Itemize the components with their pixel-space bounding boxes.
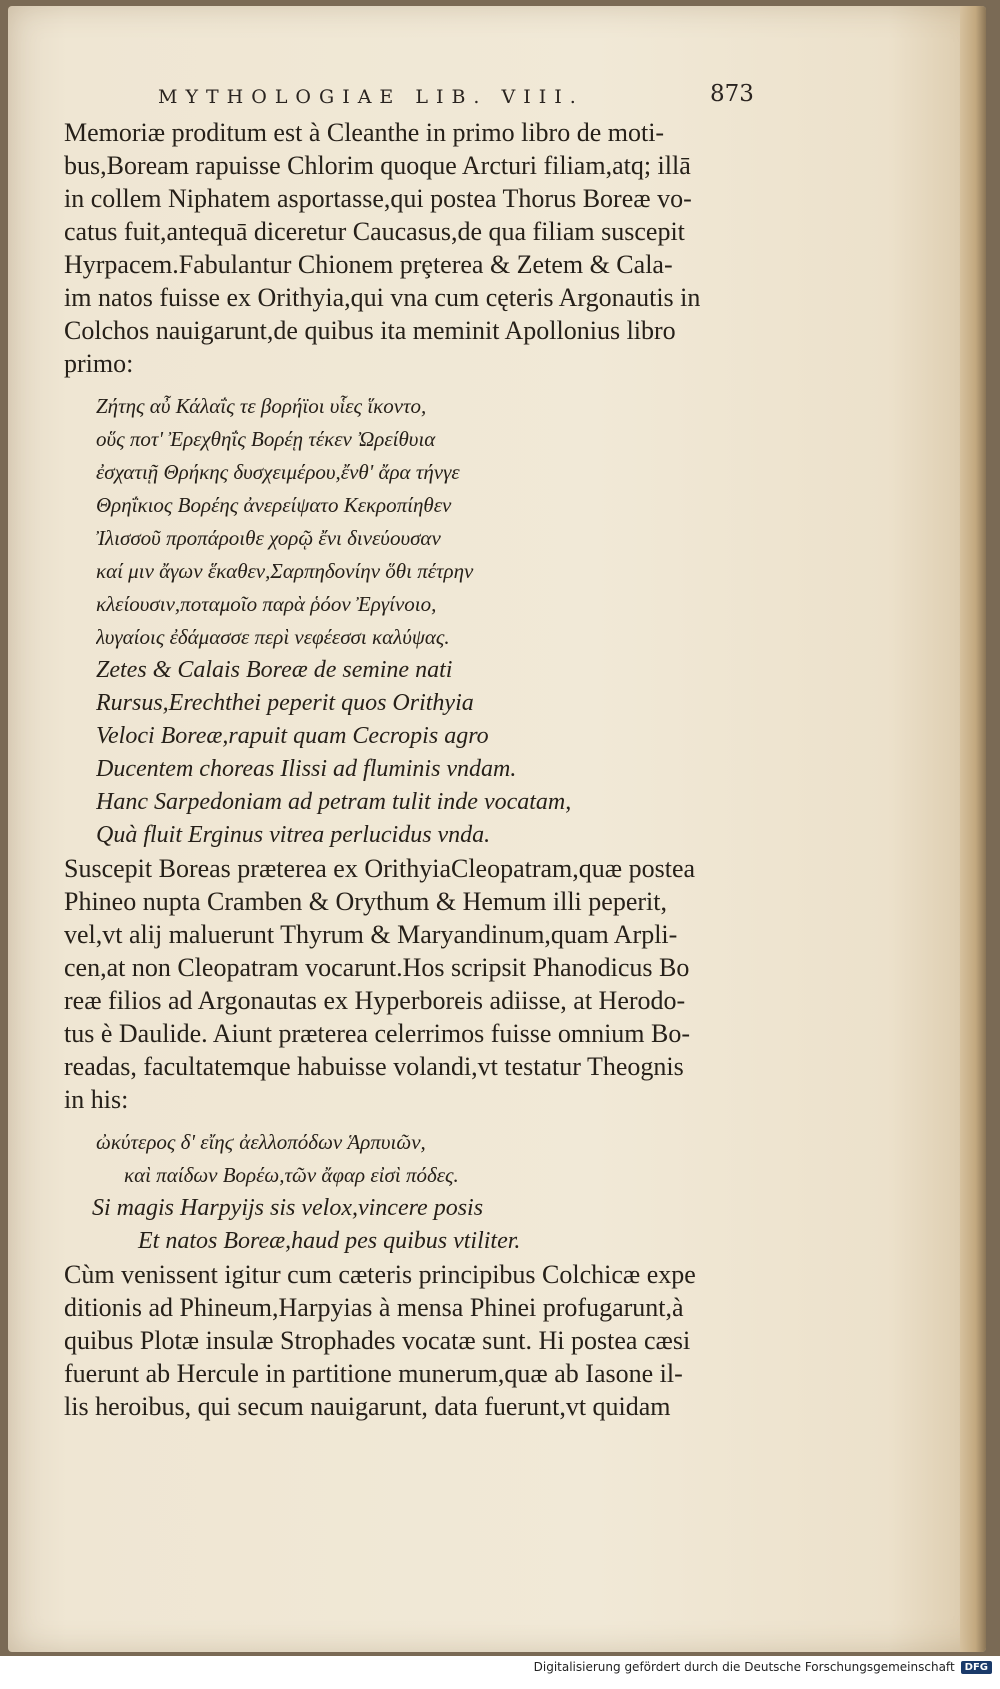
greek-verse-1 [96, 390, 806, 654]
verse-line: καί μιν ἄγων ἕκαθεν,Σαρπηδονίην ὅθι πέτρην [96, 559, 474, 583]
greek-verse-2 [96, 1126, 806, 1192]
text-line: Colchos nauigarunt,de quibus ita meminit Apollonius libro [64, 316, 676, 345]
text-line: in his: [64, 1085, 129, 1114]
latin-verse-2 [92, 1192, 802, 1258]
dfg-logo-icon: DFG [961, 1661, 992, 1674]
text-line: Hyrpacem.Fabulantur Chionem prȩterea & Zetem & Cala- [64, 250, 673, 279]
text-line: Cùm venissent igitur cum cæteris principibus Colchicæ expe [64, 1260, 696, 1289]
text-line: bus,Boream rapuisse Chlorim quoque Arcturi filiam,atq; illā [64, 151, 691, 180]
text-line: reæ filios ad Argonautas ex Hyperboreis adiisse, at Herodo- [64, 986, 686, 1015]
verse-line: Rursus,Erechthei peperit quos Orithyia [96, 690, 474, 716]
running-title: MYTHOLOGIAE LIB. VIII. [158, 86, 584, 108]
digitization-credit [534, 1660, 992, 1674]
verse-line: Quà fluit Erginus vitrea perlucidus vnda. [96, 822, 491, 848]
page-edge [960, 6, 986, 1652]
paragraph-1 [64, 116, 774, 380]
verse-line: Θρηΐκιος Βορέης ἀνερείψατο Κεκροπίηθεν [96, 493, 452, 517]
text-line: in collem Niphatem asportasse,qui postea Thorus Boreæ vo- [64, 184, 692, 213]
text-line: Phineo nupta Cramben & Orythum & Hemum illi peperit, [64, 887, 667, 916]
text-line: im natos fuisse ex Orithyia,qui vna cum cęteris Argonautis in [64, 283, 701, 312]
page-number: 873 [710, 81, 754, 107]
verse-line: Zetes & Calais Boreæ de semine nati [96, 657, 453, 683]
verse-line: λυγαίοις ἐδάμασσε περὶ νεφέεσσι καλύψας. [96, 625, 450, 649]
text-line: quibus Plotæ insulæ Strophades vocatæ sunt. Hi postea cæsi [64, 1326, 691, 1355]
verse-line: Ἰλισσοῦ προπάροιθε χορῷ ἔνι δινεύουσαν [96, 526, 441, 550]
text-line: readas, facultatemque habuisse volandi,vt testatur Theognis [64, 1052, 684, 1081]
text-line: cen,at non Cleopatram vocarunt.Hos scripsit Phanodicus Bo [64, 953, 690, 982]
paragraph-2 [64, 852, 774, 1116]
verse-line: Si magis Harpyijs sis velox,vincere posis [92, 1195, 484, 1221]
verse-line: οὕς ποτ' Ἐρεχθηΐς Βορέῃ τέκεν Ὠρείθυια [96, 427, 436, 451]
verse-line: Veloci Boreæ,rapuit quam Cecropis agro [96, 723, 489, 749]
text-line: fuerunt ab Hercule in partitione munerum,quæ ab Iasone il- [64, 1359, 683, 1388]
latin-verse-1 [96, 654, 806, 852]
verse-line: Ducentem choreas Ilissi ad fluminis vndam. [96, 756, 517, 782]
verse-line: κλείουσιν,ποταμοῖο παρὰ ῥόον Ἐργίνοιο, [96, 592, 437, 616]
verse-line: ὠκύτερος δ' εἴηϛ ἀελλοπόδων Ἁρπυιῶν, [96, 1130, 426, 1154]
text-line: catus fuit,antequā diceretur Caucasus,de qua filiam suscepit [64, 217, 685, 246]
credit-text: Digitalisierung gefördert durch die Deutsche Forschungsgemeinschaft [533, 1660, 955, 1674]
text-line: tus è Daulide. Aiunt præterea celerrimos fuisse omnium Bo- [64, 1019, 691, 1048]
text-line: Memoriæ proditum est à Cleanthe in primo libro de moti- [64, 118, 665, 147]
text-line: vel,vt alij maluerunt Thyrum & Maryandinum,quam Arpli- [64, 920, 678, 949]
text-line: primo: [64, 349, 134, 378]
verse-line: Et natos Boreæ,haud pes quibus vtiliter. [138, 1228, 521, 1254]
verse-line: Ζήτης αὖ Κάλαΐς τε βορήϊοι υἷες ἵκοντο, [96, 394, 427, 418]
book-page [8, 6, 986, 1652]
text-line: ditionis ad Phineum,Harpyias à mensa Phinei profugarunt,à [64, 1293, 684, 1322]
paragraph-3 [64, 1258, 774, 1423]
verse-line: ἐσχατιῇ Θρήκης δυσχειμέρου,ἔνθ' ἄρα τήνγε [96, 460, 460, 484]
text-line: lis heroibus, qui secum nauigarunt, data fuerunt,vt quidam [64, 1392, 671, 1421]
verse-line: καὶ παίδων Βορέω,τῶν ἄφαρ εἰσὶ πόδες. [124, 1163, 459, 1187]
verse-line: Hanc Sarpedoniam ad petram tulit inde vocatam, [96, 789, 572, 815]
text-line: Suscepit Boreas præterea ex OrithyiaCleopatram,quæ postea [64, 854, 696, 883]
